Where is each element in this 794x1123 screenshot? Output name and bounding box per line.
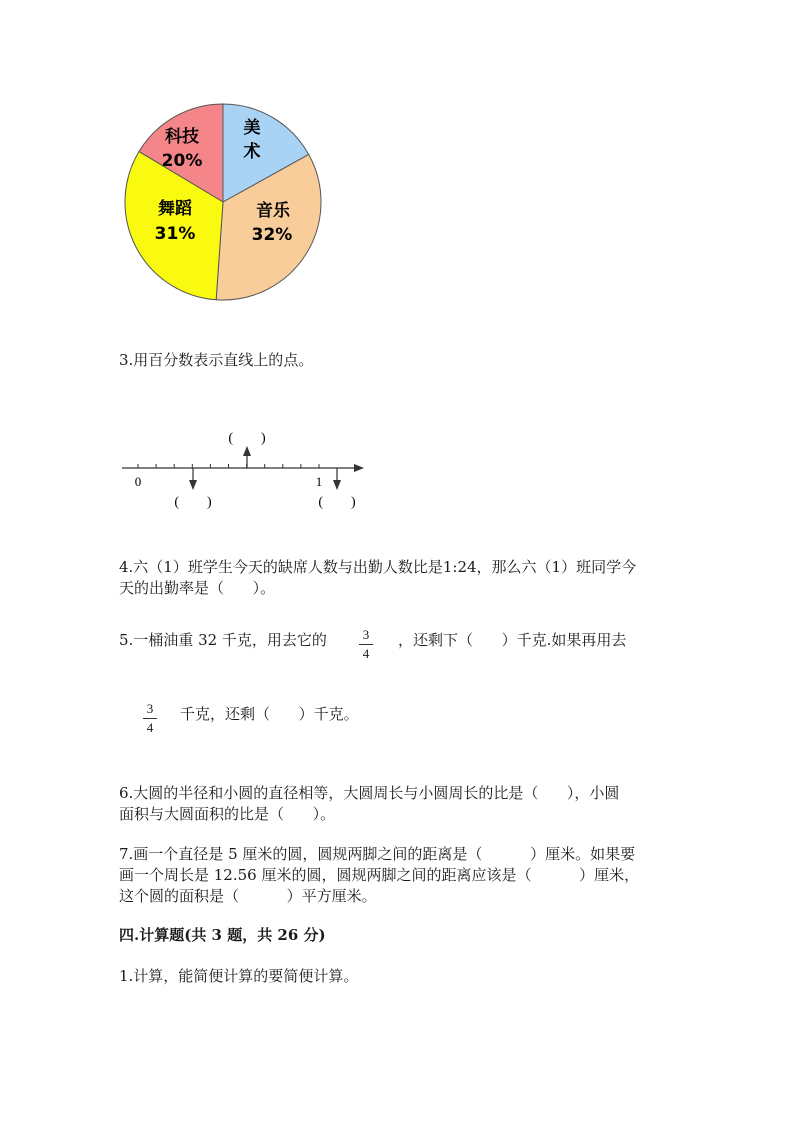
number-line-label-one: 1 bbox=[315, 474, 323, 489]
q5-fraction-1-numerator: 3 bbox=[362, 627, 370, 642]
pie-chart bbox=[110, 95, 340, 315]
q6-line2: 面积与大圆面积的比是（ ）。 bbox=[119, 805, 336, 823]
q5-fraction-1-denominator: 4 bbox=[362, 646, 370, 661]
q5-fraction-2-bar bbox=[143, 718, 157, 719]
up-arrow-head bbox=[243, 446, 251, 456]
pie-label-art-1: 美 bbox=[243, 118, 261, 138]
q7-line3: 这个圆的面积是（ ）平方厘米。 bbox=[119, 887, 377, 905]
blank-bottom-right: ( ) bbox=[318, 495, 356, 510]
q6-line1: 6.大圆的半径和小圆的直径相等，大圆周长与小圆周长的比是（ ），小圆 bbox=[119, 784, 620, 802]
q5-fraction-2-numerator: 3 bbox=[146, 701, 154, 716]
number-line-label-zero: 0 bbox=[134, 474, 142, 489]
pie-label-science: 科技 bbox=[165, 127, 199, 147]
pie-percent-dance: 31% bbox=[154, 224, 196, 244]
q3-title: 3.用百分数表示直线上的点。 bbox=[119, 351, 314, 369]
down-arrow-left-head bbox=[189, 480, 197, 490]
down-arrow-right-head bbox=[333, 480, 341, 490]
pie-label-music: 音乐 bbox=[256, 201, 290, 221]
q5-fraction-2 bbox=[142, 702, 158, 735]
section-4-heading: 四.计算题(共 3 题，共 26 分) bbox=[119, 926, 326, 944]
q7-line1: 7.画一个直径是 5 厘米的圆，圆规两脚之间的距离是（ ）厘米。如果要 bbox=[119, 845, 636, 863]
number-line-ticks bbox=[138, 464, 319, 468]
pie-label-dance: 舞蹈 bbox=[158, 199, 192, 219]
q5-fraction-1 bbox=[358, 628, 374, 661]
q5-part2: ，还剩下（ ）千克.如果再用去 bbox=[398, 631, 627, 649]
q5-part1: 5.一桶油重 32 千克，用去它的 bbox=[119, 631, 327, 649]
pie-label-art-2: 术 bbox=[243, 142, 261, 162]
q5-fraction-2-denominator: 4 bbox=[146, 720, 154, 735]
q4-line2: 天的出勤率是（ ）。 bbox=[119, 579, 276, 597]
calc-1-text: 1.计算，能简便计算的要简便计算。 bbox=[119, 967, 359, 985]
q5-part3: 千克，还剩（ ）千克。 bbox=[180, 705, 359, 723]
number-line bbox=[118, 420, 378, 520]
pie-percent-music: 32% bbox=[251, 225, 293, 245]
number-line-arrowhead bbox=[354, 464, 364, 472]
pie-percent-science: 20% bbox=[161, 151, 203, 171]
q4-line1: 4.六（1）班学生今天的缺席人数与出勤人数比是1:24，那么六（1）班同学今 bbox=[119, 558, 637, 576]
q7-line2: 画一个周长是 12.56 厘米的圆，圆规两脚之间的距离应该是（ ）厘米， bbox=[119, 866, 640, 884]
blank-top: ( ) bbox=[228, 431, 266, 446]
blank-bottom-left: ( ) bbox=[174, 495, 212, 510]
q5-fraction-1-bar bbox=[359, 644, 373, 645]
